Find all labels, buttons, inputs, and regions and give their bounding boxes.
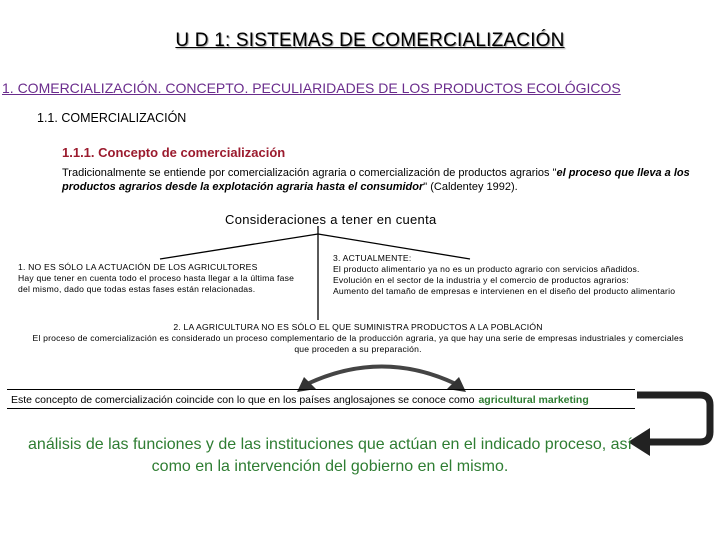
point-3-heading: 3. ACTUALMENTE: [333, 253, 412, 263]
intro-quote: el proceso que lleva a los productos agrarios desde la explotación agraria hasta el consumidor [62, 167, 690, 193]
section-heading: 1. COMERCIALIZACIÓN. CONCEPTO. PECULIARIDADES DE LOS PRODUCTOS ECOLÓGICOS [2, 80, 621, 96]
point-2-block [28, 322, 688, 355]
considerations-title: Consideraciones a tener en cuenta [225, 212, 437, 227]
anglo-text: Este concepto de comercialización coincide con lo que en los países anglosajones se conoce como [11, 394, 475, 406]
point-3-line: Evolución en el sector de la industria y el comercio de productos agrarios: [333, 275, 629, 285]
anglo-term: agricultural marketing [478, 394, 589, 406]
subsubsection-heading: 1.1.1. Concepto de comercialización [62, 145, 286, 160]
point-2-body: El proceso de comercialización es considerado un proceso complementario de la producción agraria, ya que hay una serie de empresas industriales y comerciales que proceden a su preparación. [32, 333, 684, 354]
connector-left-branch [160, 234, 318, 259]
analysis-text: análisis de las funciones y de las instituciones que actúan en el indicado proceso, así como en la intervención del gobierno en el mismo. [28, 436, 632, 475]
point-2-heading: 2. LA AGRICULTURA NO ES SÓLO EL QUE SUMINISTRA PRODUCTOS A LA POBLACIÓN [173, 322, 543, 332]
point-3-line: Aumento del tamaño de empresas e intervienen en el diseño del producto alimentario [333, 286, 676, 296]
point-1-heading: 1. NO ES SÓLO LA ACTUACIÓN DE LOS AGRICULTORES [18, 262, 258, 272]
intro-paragraph [62, 166, 702, 194]
subsection-heading: 1.1. COMERCIALIZACIÓN [37, 111, 187, 125]
point-3-block [333, 253, 718, 297]
point-1-block [18, 262, 303, 295]
point-1-body: Hay que tener en cuenta todo el proceso hasta llegar a la última fase del mismo, dado que todas estas fases están relacionadas. [18, 273, 295, 294]
page-title: U D 1: SISTEMAS DE COMERCIALIZACIÓN [175, 30, 565, 51]
intro-before: Tradicionalmente se entiende por comercialización agraria o comercialización de productos agrarios " [62, 167, 557, 179]
anglo-concept-box [7, 389, 635, 409]
point-3-line: El producto alimentario ya no es un producto agrario con servicios añadidos. [333, 264, 640, 274]
intro-after: " (Caldentey 1992). [423, 181, 518, 193]
curved-arrow-icon [305, 367, 458, 386]
